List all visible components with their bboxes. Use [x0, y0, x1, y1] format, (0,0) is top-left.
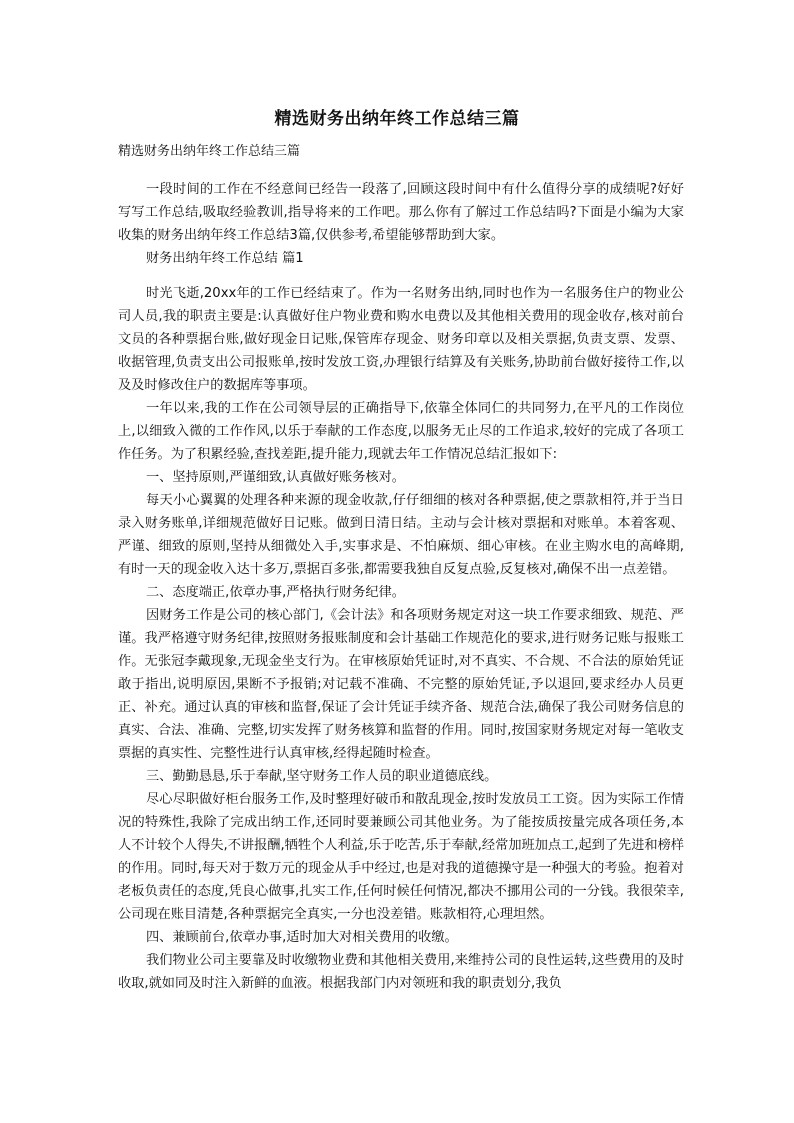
body-paragraph: 每天小心翼翼的处理各种来源的现金收款,仔仔细细的核对各种票据,使之票款相符,并于当日录入财务账单,详细规范做好日记账。做到日清日结。主动与会计核对票据和对账单。本着客观、严谨、细致的原则,坚持从细微处入手,实事求是、不怕麻烦、细心审核。在业主购水电的高峰期,有时一天的现金收入达十多万,票据百多张,都需要我独自反复点验,反复核对,确保不出一点差错。 [118, 493, 684, 577]
body-paragraph: 因财务工作是公司的核心部门,《会计法》和各项财务规定对这一块工作要求细致、规范、严谨。我严格遵守财务纪律,按照财务报账制度和会计基础工作规范化的要求,进行财务记账与报账工作。无张冠李戴现象,无现金坐支行为。在审核原始凭证时,对不真实、不合规、不合法的原始凭证敢于指出,说明原因,果断不予报销;对记载不准确、不完整的原始凭证,予以退回,要求经办人员更正、补充。通过认真的审核和监督,保证了会计凭证手续齐备、规范合法,确保了我公司财务信息的真实、合法、准确、完整,切实发挥了财务核算和监督的作用。同时,按国家财务规定对每一笔收支票据的真实性、完整性进行认真审核,经得起随时检查。 [118, 608, 684, 761]
section-heading: 三、勤勤恳恳,乐于奉献,坚守财务工作人员的职业道德底线。 [146, 769, 498, 784]
section-label: 财务出纳年终工作总结 篇1 [146, 251, 304, 266]
body-paragraph: 我们物业公司主要靠及时收缴物业费和其他相关费用,来维持公司的良性运转,这些费用的及时收取,就如同及时注入新鲜的血液。根据我部门内对领班和我的职责划分,我负 [118, 953, 684, 991]
section-heading: 二、态度端正,依章办事,严格执行财务纪律。 [146, 585, 405, 600]
intro-paragraph: 一段时间的工作在不经意间已经告一段落了,回顾这段时间中有什么值得分享的成绩呢?好好写写工作总结,吸取经验教训,指导将来的工作吧。那么你有了解过工作总结吗?下面是小编为大家收集的财务出纳年终工作总结3篇,仅供参考,希望能够帮助到大家。 [118, 182, 684, 243]
section-heading: 一、坚持原则,严谨细致,认真做好账务核对。 [146, 470, 405, 485]
body-paragraph: 尽心尽职做好柜台服务工作,及时整理好破币和散乱现金,按时发放员工工资。因为实际工作情况的特殊性,我除了完成出纳工作,还同时要兼顾公司其他业务。为了能按质按量完成各项任务,本人不计较个人得失,不讲报酬,牺牲个人利益,乐于吃苦,乐于奉献,经常加班加点工,起到了先进和榜样的作用。同时,每天对于数万元的现金从手中经过,也是对我的道德操守是一种强大的考验。抱着对老板负责任的态度,凭良心做事,扎实工作,任何时候任何情况,都决不挪用公司的一分钱。我很荣幸,公司现在账目清楚,各种票据完全真实,一分也没差错。账款相符,心理坦然。 [118, 792, 684, 922]
body-paragraph: 一年以来,我的工作在公司领导层的正确指导下,依靠全体同仁的共同努力,在平凡的工作岗位上,以细致入微的工作作风,以乐于奉献的工作态度,以服务无止尽的工作追求,较好的完成了各项工作任务。为了积累经验,查找差距,提升能力,现就去年工作情况总结汇报如下: [118, 401, 684, 462]
body-paragraph: 时光飞逝,20xx年的工作已经结束了。作为一名财务出纳,同时也作为一名服务住户的物业公司人员,我的职责主要是:认真做好住户物业费和购水电费以及其他相关费用的现金收存,核对前台文员的各种票据台账,做好现金日记账,保管库存现金、财务印章以及相关票据,负责支票、发票、收据管理,负责支出公司报账单,按时发放工资,办理银行结算及有关账务,协助前台做好接待工作,以及及时修改住户的数据库等事项。 [118, 286, 684, 393]
document-subtitle: 精选财务出纳年终工作总结三篇 [118, 144, 301, 159]
document-title: 精选财务出纳年终工作总结三篇 [274, 109, 520, 129]
intro-block [118, 178, 684, 270]
section-heading: 四、兼顾前台,依章办事,适时加大对相关费用的收缴。 [146, 930, 458, 945]
body-block [118, 282, 684, 995]
